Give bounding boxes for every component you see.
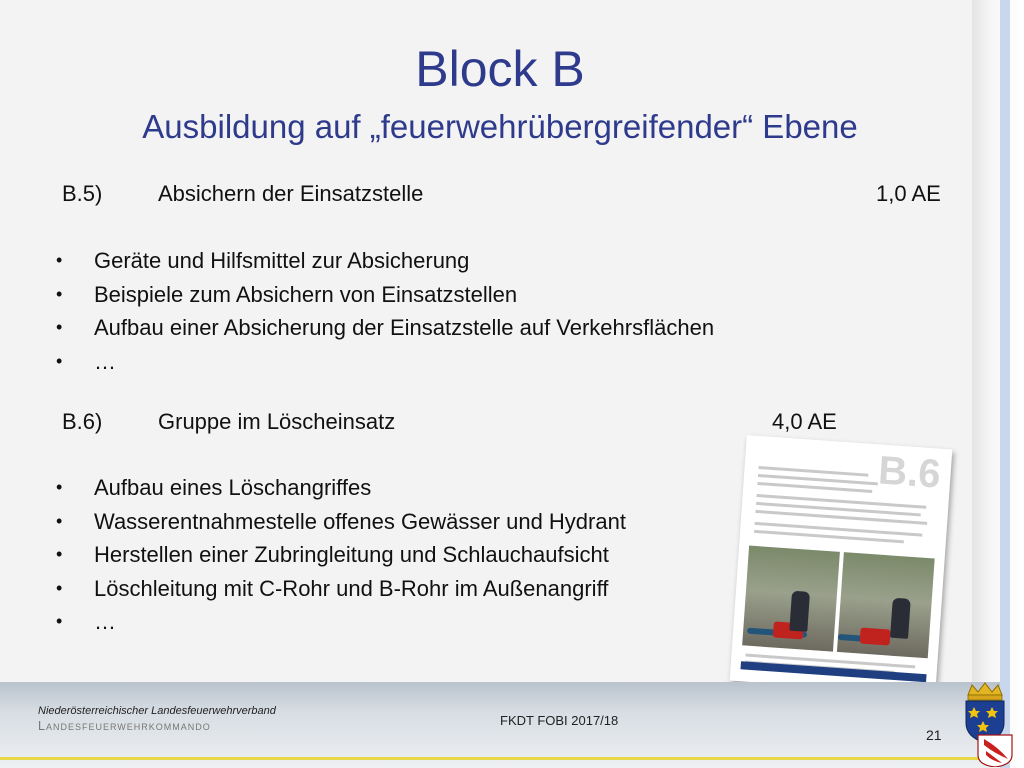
section-b6-title: Gruppe im Löscheinsatz xyxy=(158,409,396,434)
thumbnail-photos xyxy=(742,546,935,659)
document-thumbnail xyxy=(730,435,953,695)
bullet-item: • Löschleitung mit C-Rohr und B-Rohr im Außenangriff xyxy=(54,572,626,606)
firefighter-photo xyxy=(742,546,840,652)
section-b5-number: B.5) xyxy=(62,181,103,206)
bullet-item: • … xyxy=(54,345,714,379)
bullet-item: • Herstellen einer Zubringleitung und Schlauchaufsicht xyxy=(54,538,626,572)
page-number: 21 xyxy=(926,727,942,743)
footer-center-text: FKDT FOBI 2017/18 xyxy=(500,713,619,728)
thumbnail-label: B.6 xyxy=(876,448,943,497)
firefighter-photo xyxy=(837,552,935,658)
bullet-item: • Geräte und Hilfsmittel zur Absicherung xyxy=(54,244,714,278)
organization-unit: Landesfeuerwehrkommando xyxy=(38,719,211,733)
section-b6-ae: 4,0 AE xyxy=(772,409,837,434)
section-b6-number: B.6) xyxy=(62,409,103,434)
pump-shape xyxy=(860,628,891,646)
footer-yellow-rule xyxy=(0,757,1000,760)
section-b6-bullet-list xyxy=(54,471,626,639)
organization-name: Niederösterreichischer Landesfeuerwehrverband xyxy=(38,705,276,717)
bullet-item: • Aufbau eines Löschangriffes xyxy=(54,471,626,505)
section-b5-bullet-list xyxy=(54,244,714,378)
section-b5-ae: 1,0 AE xyxy=(876,181,941,206)
firefighter-figure xyxy=(890,598,911,639)
bullet-item: • … xyxy=(54,605,626,639)
side-blue-stripe xyxy=(1000,0,1010,768)
nö-crest-icon xyxy=(950,677,1020,767)
firefighter-figure xyxy=(789,591,810,632)
bullet-item: • Aufbau einer Absicherung der Einsatzstelle auf Verkehrsflächen xyxy=(54,311,714,345)
bullet-item: • Wasserentnahmestelle offenes Gewässer und Hydrant xyxy=(54,505,626,539)
section-b5-title: Absichern der Einsatzstelle xyxy=(158,181,424,206)
slide-title: Block B xyxy=(415,41,585,97)
slide-subtitle: Ausbildung auf „feuerwehrübergreifender“ Ebene xyxy=(142,108,858,145)
bullet-item: • Beispiele zum Absichern von Einsatzstellen xyxy=(54,278,714,312)
